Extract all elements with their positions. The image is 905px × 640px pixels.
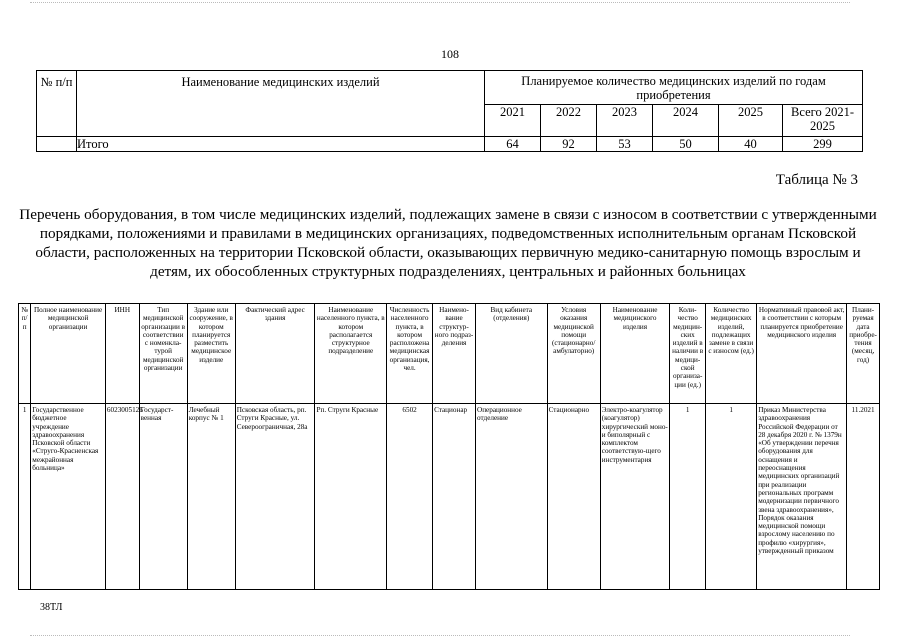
summary-total-value: 50 (653, 137, 719, 152)
table-caption: Таблица № 3 (775, 172, 858, 188)
summary-header-year: 2024 (653, 105, 719, 137)
equipment-table (18, 303, 880, 590)
cell-settlement: Рп. Струги Красные (315, 404, 387, 590)
cell-cabinet: Операционное отделение (476, 404, 548, 590)
footer-code: 38ТЛ (40, 602, 63, 613)
column-header: Вид кабинета (отделения) (476, 304, 548, 404)
cell-device-name: Электро-коагулятор (коагулятор) хирургический моно- и биполярный с комплектом соответствую-щего инструментария (600, 404, 670, 590)
summary-header-num: № п/п (37, 71, 77, 137)
column-header: Наименование медицинского изделия (600, 304, 670, 404)
column-header: Наименование населенного пункта, в котором располагается структурное подразделение (315, 304, 387, 404)
column-header: № п/п (19, 304, 31, 404)
summary-total-value: 40 (719, 137, 783, 152)
cell-num: 1 (19, 404, 31, 590)
page-number: 108 (441, 47, 459, 61)
cell-population: 6502 (387, 404, 433, 590)
document-title: Перечень оборудования, в том числе медицинских изделий, подлежащих замене в связи с износом в соответствии с утвержденными порядками, положениями и правилами в медицинских организациях, подведомственных исполнительным органам Псковской области, расположенных на территории Псковской области, оказывающих первичную медико-санитарную помощь взрослым и детям, их обособленных структурных подразделениях, центральных и районных больницах (19, 206, 877, 280)
cell-organization: Государственное бюджетное учреждение здравоохранения Псковской области «Струго-Красненская межрайонная больница» (31, 404, 106, 590)
column-header: Условия оказания медицинской помощи (стационарно/ амбулаторно) (547, 304, 600, 404)
summary-total-value: 92 (541, 137, 597, 152)
cell-legal-act: Приказ Министерства здравоохранения Российской Федерации от 28 декабря 2020 г. № 1379н «Об утверждении перечня оборудования для оснащения и переоснащения медицинских организаций при реализации региональных программ модернизации первичного звена здравоохранения», Порядок оказания медицинской помощи взрослому населению по профилю «хирургия», утвержденный приказом (757, 404, 847, 590)
scan-artifact-top (30, 2, 850, 4)
summary-total-num (37, 137, 77, 152)
table-row (19, 404, 880, 590)
cell-qty-replace: 1 (706, 404, 757, 590)
column-header: Численность населенного пункта, в котором расположена медицинская организация, чел. (387, 304, 433, 404)
summary-total-value: 299 (783, 137, 863, 152)
column-header: Количество медицинских изделий, подлежащих замене в связи с износом (ед.) (706, 304, 757, 404)
column-header: Полное наименование медицинской организации (31, 304, 106, 404)
summary-total-value: 53 (597, 137, 653, 152)
column-header: Нормативный правовой акт, в соответствии с которым планируется приобретение медицинского изделия (757, 304, 847, 404)
cell-address: Псковская область, рп. Струги Красные, ул. Североограничная, 28а (235, 404, 315, 590)
equipment-header-row (19, 304, 880, 404)
summary-table (36, 70, 863, 152)
cell-purchase-date: 11.2021 (847, 404, 880, 590)
column-header: Здание или сооружение, в котором планируется разместить медицинское изделие (187, 304, 235, 404)
summary-header-year: 2025 (719, 105, 783, 137)
scan-artifact-bottom (30, 635, 850, 637)
summary-total-value: 64 (485, 137, 541, 152)
summary-total-label: Итого (77, 137, 485, 152)
column-header: Фактический адрес здания (235, 304, 315, 404)
cell-org-type: Государст-венная (139, 404, 187, 590)
column-header: Плани-руемая дата приобре-тения (месяц, год) (847, 304, 880, 404)
cell-inn: 6023005126 (105, 404, 139, 590)
column-header: Наимено-вание структур-ного подраз-деления (433, 304, 476, 404)
cell-conditions: Стационарно (547, 404, 600, 590)
cell-subdivision: Стационар (433, 404, 476, 590)
summary-header-year: 2021 (485, 105, 541, 137)
column-header: Коли-чество медицин-ских изделий в наличии в медици-ской организа-ции (ед.) (670, 304, 706, 404)
column-header: Тип медицинской организации в соответствии с номенкла-турой медицинской организации (139, 304, 187, 404)
column-header: ИНН (105, 304, 139, 404)
summary-header-year: 2022 (541, 105, 597, 137)
summary-header-name: Наименование медицинских изделий (77, 71, 485, 137)
summary-header-total: Всего 2021-2025 (783, 105, 863, 137)
summary-header-year: 2023 (597, 105, 653, 137)
cell-qty-available: 1 (670, 404, 706, 590)
cell-building: Лечебный корпус № 1 (187, 404, 235, 590)
summary-header-plan: Планируемое количество медицинских изделий по годам приобретения (485, 71, 863, 105)
